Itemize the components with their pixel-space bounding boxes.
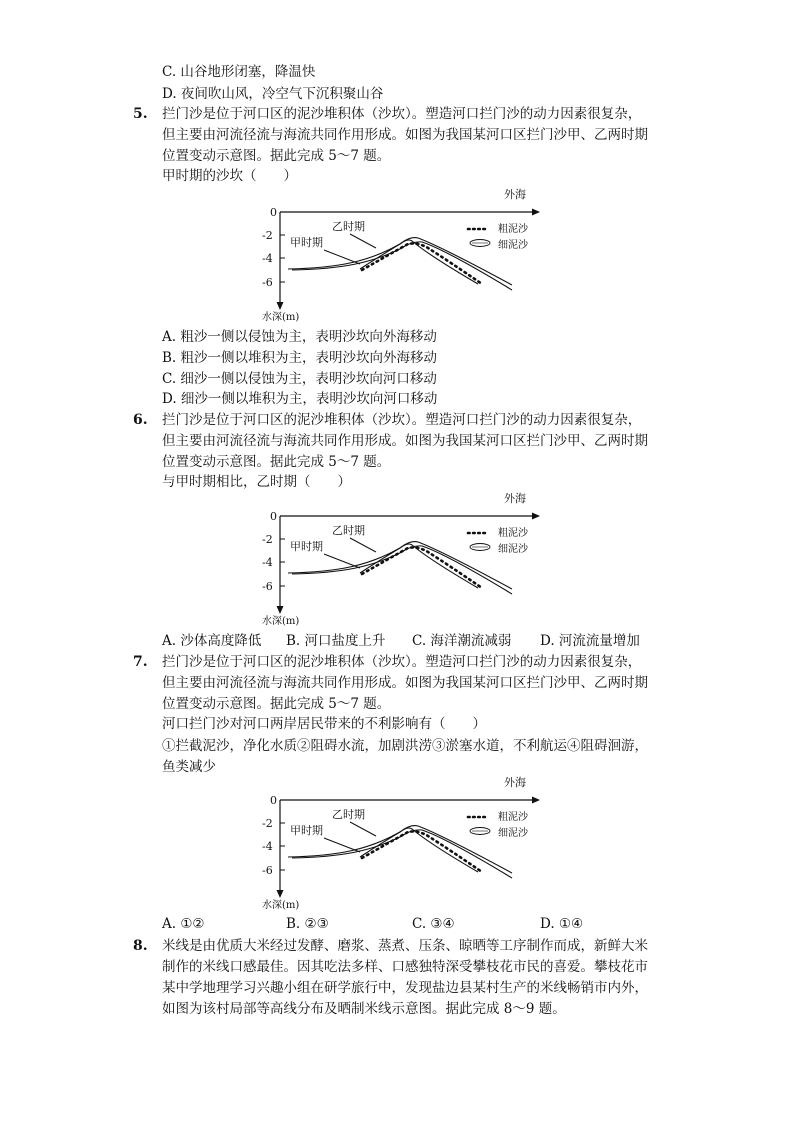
axis-arrow-icon <box>532 797 540 804</box>
axis-arrow-icon <box>277 302 284 310</box>
coarse-sand-label: 粗泥沙 <box>498 224 528 235</box>
axis-arrow-icon <box>532 513 540 520</box>
coarse-sand-dots <box>362 244 482 285</box>
question-stem-line: 制作的米线口感最佳。因其吃法多样、口感独特深受攀枝花市民的喜爱。攀枝花市 <box>162 959 648 975</box>
question-prompt: 与甲时期相比，乙时期（ ） <box>162 474 351 490</box>
question-stem-line: 位置变动示意图。据此完成 5～7 题。 <box>162 148 391 164</box>
period-yi-label: 乙时期 <box>332 524 365 537</box>
period-jia-label: 甲时期 <box>290 824 323 837</box>
option-a: A. 粗沙一侧以侵蚀为主，表明沙坎向外海移动 <box>162 329 437 345</box>
question-stem-line: 但主要由河流径流与海流共同作用形成。如图为我国某河口区拦门沙甲、乙两时期 <box>162 127 648 143</box>
question-number: 5. <box>133 106 148 122</box>
coarse-sand-label: 粗泥沙 <box>498 528 528 539</box>
question-stem-line: 但主要由河流径流与海流共同作用形成。如图为我国某河口区拦门沙甲、乙两时期 <box>162 675 648 691</box>
outer-sea-label: 外海 <box>504 492 526 505</box>
question-stem-line: 拦门沙是位于河口区的泥沙堆积体（沙坎）。塑造河口拦门沙的动力因素很复杂， <box>162 106 642 122</box>
period-yi-label: 乙时期 <box>332 808 365 821</box>
period-yi-label: 乙时期 <box>332 220 365 233</box>
question-stem-line: 位置变动示意图。据此完成 5～7 题。 <box>162 454 391 470</box>
label-pointer <box>350 822 376 836</box>
axis-arrow-icon <box>277 890 284 898</box>
period-jia-label: 甲时期 <box>290 236 323 249</box>
question-stem-line: 但主要由河流径流与海流共同作用形成。如图为我国某河口区拦门沙甲、乙两时期 <box>162 433 648 449</box>
option-c-prev: C. 山谷地形闭塞，降温快 <box>162 64 316 80</box>
depth-axis-label: 水深(m) <box>262 312 300 323</box>
option-c: C. 海洋潮流减弱 <box>412 633 512 649</box>
tick-label: -2 <box>262 533 273 546</box>
tick-label: 0 <box>270 794 277 807</box>
label-pointer <box>350 538 376 552</box>
question-stem-line: 米线是由优质大米经过发酵、磨浆、蒸煮、压条、晾晒等工序制作而成，新鲜大米 <box>162 938 648 954</box>
option-a: A. ①② <box>162 916 205 932</box>
tick-label: -4 <box>262 252 273 265</box>
label-pointer <box>350 234 376 248</box>
option-c: C. ③④ <box>412 916 455 932</box>
question-prompt: 河口拦门沙对河口两岸居民带来的不利影响有（ ） <box>162 716 486 732</box>
question-stem-line: 拦门沙是位于河口区的泥沙堆积体（沙坎）。塑造河口拦门沙的动力因素很复杂， <box>162 654 642 670</box>
question-number: 6. <box>133 412 148 428</box>
question-stem-line: 如图为该村局部等高线分布及晒制米线示意图。据此完成 8～9 题。 <box>162 1001 566 1017</box>
option-d: D. 河流流量增加 <box>540 633 640 649</box>
period-jia-label: 甲时期 <box>290 540 323 553</box>
option-b: B. ②③ <box>286 916 329 932</box>
outer-sea-label: 外海 <box>504 188 526 201</box>
question-stem-line: 某中学地理学习兴趣小组在研学旅行中，发现盐边县某村生产的米线畅销市内外， <box>162 980 648 996</box>
question-stem-line: 拦门沙是位于河口区的泥沙堆积体（沙坎）。塑造河口拦门沙的动力因素很复杂， <box>162 412 642 428</box>
question-prompt: 甲时期的沙坎（ ） <box>162 168 297 184</box>
tick-label: 0 <box>270 206 277 219</box>
fine-sand-label: 细泥沙 <box>498 828 528 839</box>
tick-label: -2 <box>262 229 273 242</box>
outer-sea-label: 外海 <box>504 776 526 789</box>
option-d-prev: D. 夜间吹山风，冷空气下沉积聚山谷 <box>162 86 384 102</box>
tick-label: 0 <box>270 510 277 523</box>
tick-label: -6 <box>262 864 273 877</box>
tick-label: -6 <box>262 580 273 593</box>
statement-line: ①拦截泥沙，净化水质②阻碍水流，加剧洪涝③淤塞水道，不利航运④阻碍洄游， <box>162 738 648 754</box>
tick-label: -4 <box>262 840 273 853</box>
coarse-sand-dots <box>362 548 482 589</box>
question-stem-line: 位置变动示意图。据此完成 5～7 题。 <box>162 696 391 712</box>
label-pointer <box>324 554 360 568</box>
sandbar-diagram <box>250 186 550 324</box>
label-pointer <box>324 250 360 264</box>
tick-label: -6 <box>262 276 273 289</box>
tick-label: -2 <box>262 817 273 830</box>
fine-sand-label: 细泥沙 <box>498 544 528 555</box>
coarse-sand-dots <box>362 832 482 873</box>
label-pointer <box>324 838 360 852</box>
tick-label: -4 <box>262 556 273 569</box>
option-b: B. 粗沙一侧以堆积为主，表明沙坎向外海移动 <box>162 350 438 366</box>
statement-line: 鱼类减少 <box>162 759 216 775</box>
sandbar-diagram <box>250 490 550 628</box>
option-a: A. 沙体高度降低 <box>162 633 262 649</box>
axis-arrow-icon <box>277 606 284 614</box>
fine-sand-label: 细泥沙 <box>498 240 528 251</box>
coarse-sand-label: 粗泥沙 <box>498 812 528 823</box>
axis-arrow-icon <box>532 209 540 216</box>
depth-axis-label: 水深(m) <box>262 616 300 627</box>
question-number: 7. <box>133 654 148 670</box>
option-b: B. 河口盐度上升 <box>286 633 386 649</box>
option-c: C. 细沙一侧以侵蚀为主，表明沙坎向河口移动 <box>162 371 437 387</box>
question-number: 8. <box>133 938 148 954</box>
depth-axis-label: 水深(m) <box>262 900 300 911</box>
option-d: D. ①④ <box>540 916 584 932</box>
sandbar-diagram <box>250 774 550 912</box>
option-d: D. 细沙一侧以堆积为主，表明沙坎向河口移动 <box>162 391 438 407</box>
